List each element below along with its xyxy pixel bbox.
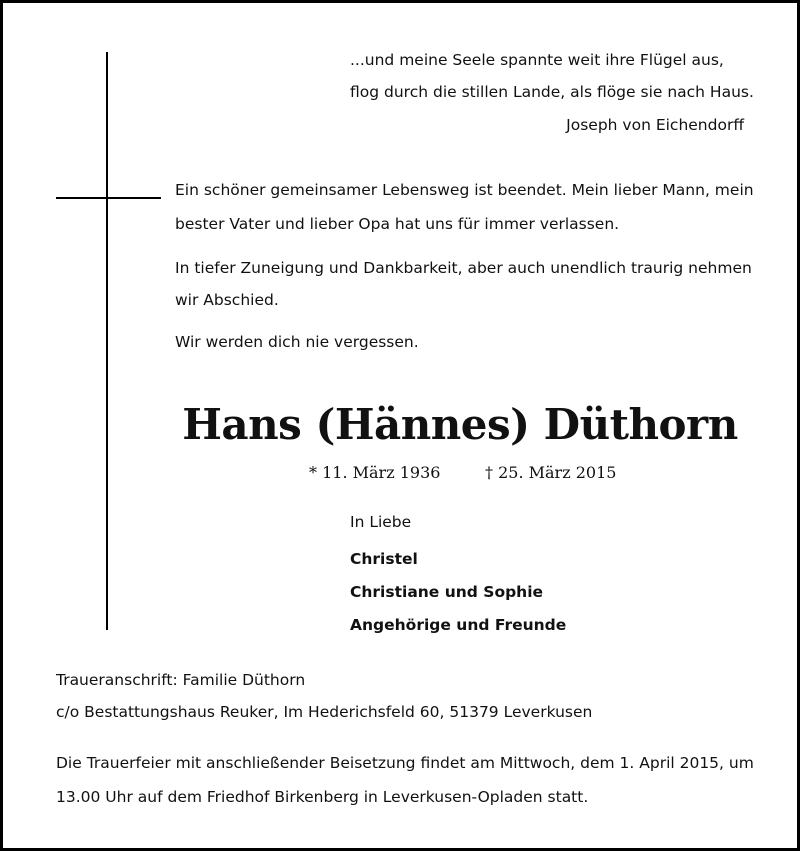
ceremony-line-1: Die Trauerfeier mit anschließender Beisetzung findet am Mittwoch, dem 1. April 2015, um — [56, 754, 754, 772]
mourner-name: Christel — [350, 550, 418, 568]
address-line-2: c/o Bestattungshaus Reuker, Im Hederichsfeld 60, 51379 Leverkusen — [56, 703, 593, 721]
mourner-name: Christiane und Sophie — [350, 583, 544, 601]
address-line-1: Traueranschrift: Familie Düthorn — [56, 671, 306, 689]
death-date: † 25. März 2015 — [485, 463, 617, 482]
poem-line-2: flog durch die stillen Lande, als flöge sie nach Haus. — [350, 83, 754, 101]
paragraph-2-line-2: wir Abschied. — [175, 291, 279, 309]
mourner-name: Angehörige und Freunde — [350, 616, 567, 634]
poem-line-1: ...und meine Seele spannte weit ihre Flügel aus, — [350, 51, 724, 69]
birth-date: * 11. März 1936 — [309, 463, 441, 482]
paragraph-2-line-1: In tiefer Zuneigung und Dankbarkeit, aber auch unendlich traurig nehmen — [175, 259, 752, 277]
deceased-name: Hans (Hännes) Düthorn — [182, 400, 738, 449]
ceremony-line-2: 13.00 Uhr auf dem Friedhof Birkenberg in Leverkusen-Opladen statt. — [56, 788, 589, 806]
cross-vertical-bar — [106, 52, 108, 630]
paragraph-1-line-1: Ein schöner gemeinsamer Lebensweg ist beendet. Mein lieber Mann, mein — [175, 181, 754, 199]
paragraph-3: Wir werden dich nie vergessen. — [175, 333, 419, 351]
cross-horizontal-bar — [56, 197, 161, 199]
paragraph-1-line-2: bester Vater und lieber Opa hat uns für immer verlassen. — [175, 215, 620, 233]
mourners-intro: In Liebe — [350, 513, 412, 531]
poem-author: Joseph von Eichendorff — [566, 116, 744, 134]
